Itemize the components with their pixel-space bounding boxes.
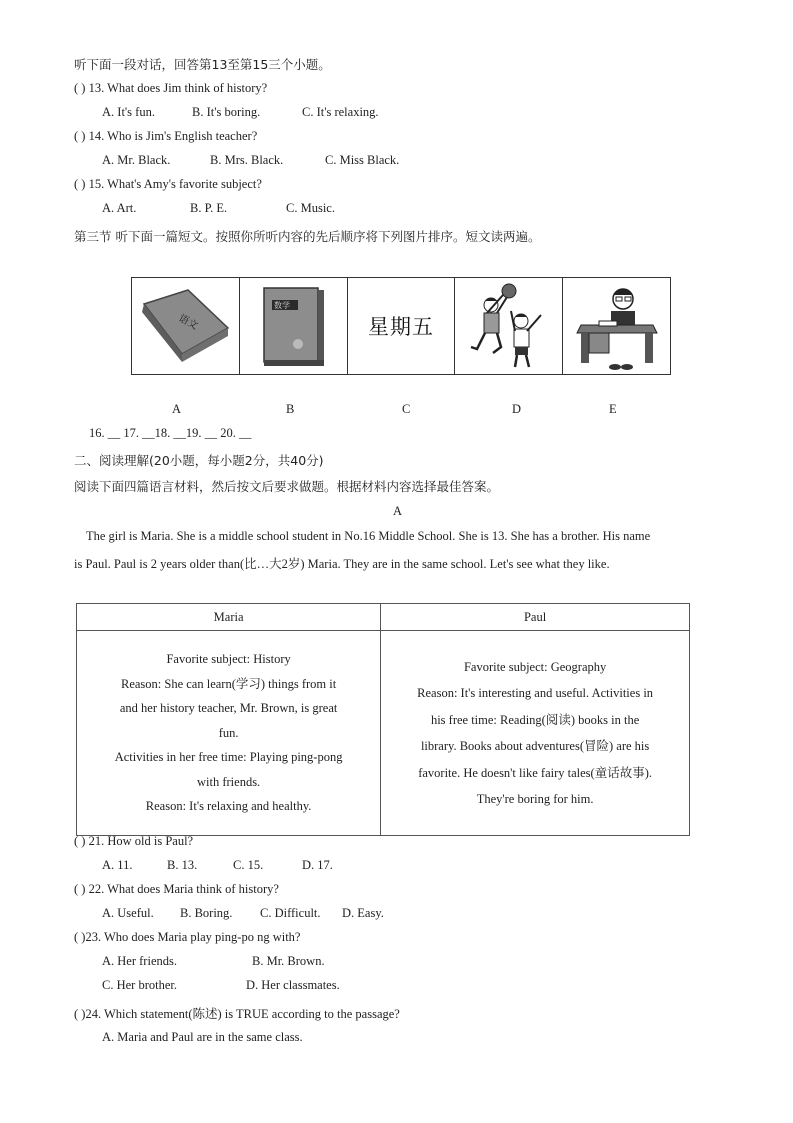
reading-instructions: 阅读下面四篇语言材料，然后按文后要求做题。根据材料内容选择最佳答案。 — [74, 479, 500, 494]
option: D. Easy. — [342, 906, 384, 920]
math-book-icon — [258, 282, 328, 370]
picture-table — [131, 277, 671, 375]
student-at-desk-icon — [573, 281, 661, 371]
paul-cell — [381, 631, 690, 836]
question-14 — [74, 129, 257, 144]
option: B. P. E. — [190, 201, 228, 215]
option: A. Mr. Black. — [102, 153, 171, 167]
question-text: Who is Jim's English teacher? — [107, 129, 258, 143]
picture-d — [455, 278, 563, 374]
passage-heading: A — [393, 504, 403, 518]
option: D. 17. — [302, 858, 333, 872]
option: B. Boring. — [180, 906, 233, 920]
option: C. Music. — [286, 201, 335, 215]
picture-b — [240, 278, 348, 374]
book-cover-text: 语文 — [176, 312, 200, 333]
option: A. 11. — [102, 858, 133, 872]
cell-line: favorite. He doesn't like fairy tales(童话故事). — [418, 765, 652, 780]
comparison-table — [76, 603, 690, 836]
picture-c — [348, 278, 456, 374]
question-text: What does Jim think of history? — [107, 81, 268, 95]
question-prefix: ( )24. — [74, 1007, 102, 1021]
option: C. Miss Black. — [325, 153, 400, 167]
chinese-book-icon — [136, 282, 234, 370]
table-header-paul: Paul — [381, 604, 690, 631]
question-23 — [74, 930, 300, 945]
cell-line: his free time: Reading(阅读) books in the — [430, 712, 640, 727]
option: C. 15. — [233, 858, 264, 872]
option: D. Her classmates. — [246, 978, 340, 992]
option: B. It's boring. — [192, 105, 261, 119]
question-text: What's Amy's favorite subject? — [107, 177, 262, 191]
question-text: What does Maria think of history? — [107, 882, 279, 896]
picture-a — [132, 278, 240, 374]
question-prefix: ( ) 13. — [74, 81, 105, 95]
cell-line: They're boring for him. — [476, 792, 594, 806]
cell-line: Favorite subject: History — [166, 652, 291, 667]
question-21 — [74, 834, 193, 849]
option: A. It's fun. — [102, 105, 155, 119]
option: A. Her friends. — [102, 954, 177, 968]
option: A. Maria and Paul are in the same class. — [102, 1030, 303, 1044]
maria-cell — [77, 631, 381, 836]
cell-line: library. Books about adventures(冒险) are his — [420, 739, 650, 753]
table-header-maria: Maria — [77, 604, 381, 631]
option: C. It's relaxing. — [302, 105, 379, 119]
option: B. Mrs. Black. — [210, 153, 284, 167]
question-24 — [74, 1004, 400, 1022]
cell-line: Favorite subject: Geography — [463, 659, 607, 674]
picture-label-d: D — [512, 402, 522, 416]
basketball-players-icon — [467, 281, 551, 371]
question-prefix: ( )23. — [74, 930, 102, 944]
cell-line: Reason: It's relaxing and healthy. — [145, 799, 312, 814]
question-text: Which statement(陈述) is TRUE according to the passage? — [103, 1007, 400, 1021]
section-intro-13-15: 听下面一段对话，回答第13至第15三个小题。 — [74, 57, 331, 72]
question-prefix: ( ) 21. — [74, 834, 105, 848]
question-text: Who does Maria play ping-po ng with? — [103, 930, 301, 944]
question-prefix: ( ) 15. — [74, 177, 105, 191]
question-15 — [74, 177, 262, 192]
cell-line: fun. — [218, 725, 239, 740]
book-cover-text: 数学 — [274, 301, 291, 310]
option: C. Her brother. — [102, 978, 177, 992]
picture-label-b: B — [286, 402, 295, 416]
picture-label-c: C — [402, 402, 411, 416]
question-text: How old is Paul? — [107, 834, 194, 848]
cell-line: and her history teacher, Mr. Brown, is great — [119, 701, 338, 716]
answer-blanks: 16. __ 17. __18. __19. __ 20. __ — [89, 426, 252, 440]
picture-e — [563, 278, 670, 374]
reading-section-title: 二、阅读理解(20小题，每小题2分，共40分) — [74, 453, 324, 468]
friday-text: 星期五 — [367, 315, 434, 339]
option: C. Difficult. — [260, 906, 321, 920]
section3-title: 第三节 听下面一篇短文。按照你所听内容的先后顺序将下列图片排序。短文读两遍。 — [74, 229, 541, 244]
picture-label-e: E — [609, 402, 617, 416]
option: B. Mr. Brown. — [252, 954, 325, 968]
cell-line: with friends. — [197, 774, 261, 789]
option: A. Useful. — [102, 906, 154, 920]
question-prefix: ( ) 22. — [74, 882, 105, 896]
question-prefix: ( ) 14. — [74, 129, 105, 143]
picture-label-a: A — [172, 402, 182, 416]
cell-line: Reason: It's interesting and useful. Activities in — [417, 686, 654, 700]
cell-line: Activities in her free time: Playing ping-pong — [114, 750, 343, 765]
cell-line: Reason: She can learn(学习) things from it — [120, 676, 337, 691]
passage-line: The girl is Maria. She is a middle school student in No.16 Middle School. She is 13. She has a brother. His name — [86, 529, 651, 543]
passage-line: is Paul. Paul is 2 years older than(比…大2岁) Maria. They are in the same school. Let's see what they like. — [74, 557, 610, 571]
question-13 — [74, 81, 267, 96]
option: A. Art. — [102, 201, 137, 215]
question-22 — [74, 882, 279, 897]
option: B. 13. — [167, 858, 198, 872]
